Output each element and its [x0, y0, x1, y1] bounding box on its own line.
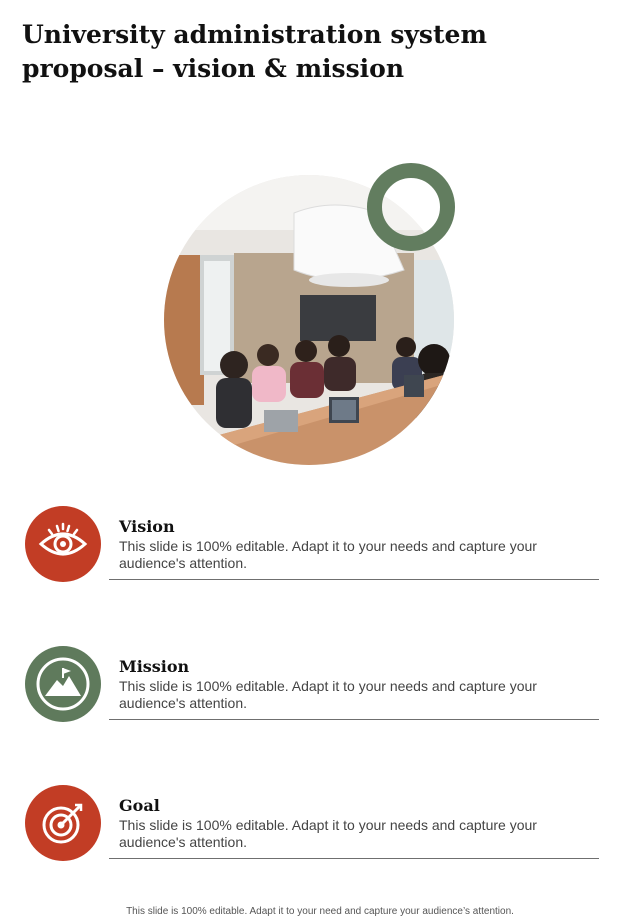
eye-icon — [35, 516, 91, 572]
mission-heading: Mission — [119, 657, 190, 676]
mission-divider — [109, 719, 599, 720]
vision-badge — [25, 506, 101, 582]
vision-divider — [109, 579, 599, 580]
mission-section — [25, 646, 600, 726]
vision-text: This slide is 100% editable. Adapt it to your needs and capture your audience's attention. — [119, 538, 537, 571]
mission-badge — [25, 646, 101, 722]
footer-note: This slide is 100% editable. Adapt it to your need and capture your audience’s attention. — [126, 906, 514, 917]
decorative-ring — [367, 163, 455, 251]
target-icon — [35, 795, 91, 851]
vision-heading: Vision — [119, 517, 175, 536]
vision-section — [25, 506, 600, 586]
page-title: University administration system proposal – vision & mission — [22, 20, 487, 83]
hero-photo-group — [164, 175, 456, 467]
mission-text: This slide is 100% editable. Adapt it to your needs and capture your audience's attention. — [119, 678, 537, 711]
mountain-flag-icon — [33, 654, 93, 714]
goal-text: This slide is 100% editable. Adapt it to your needs and capture your audience's attention. — [119, 817, 537, 850]
goal-section — [25, 785, 600, 865]
goal-badge — [25, 785, 101, 861]
goal-divider — [109, 858, 599, 859]
goal-heading: Goal — [119, 796, 160, 815]
